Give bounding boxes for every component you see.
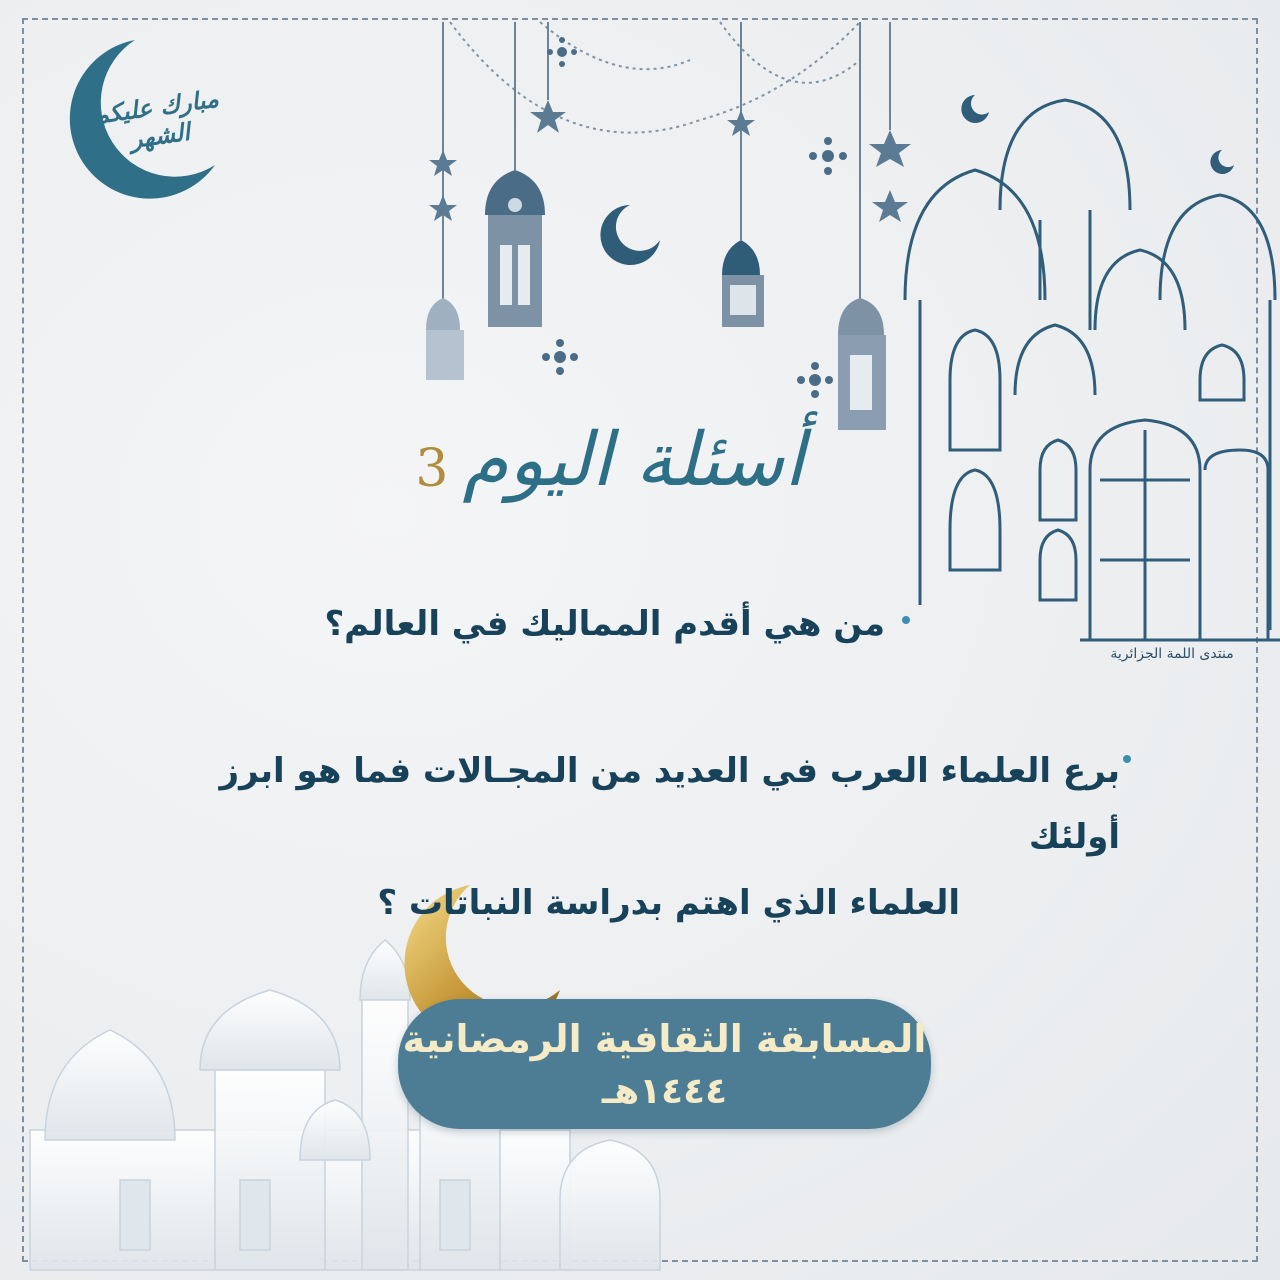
crescent-icon	[600, 205, 660, 265]
mosque-crescent-icon	[961, 95, 1234, 174]
logo-greeting: مبارك عليكم الشهر	[91, 83, 221, 154]
mosque-drawing-icon	[905, 100, 1280, 640]
credit-text: منتدى اللمة الجزائرية	[1110, 646, 1234, 662]
lantern-icon	[838, 298, 886, 430]
flower-ornament-icon	[542, 37, 847, 398]
page-title	[380, 395, 840, 525]
garland-icon	[450, 22, 860, 133]
lantern-icon	[722, 240, 764, 327]
competition-badge	[398, 999, 931, 1129]
title-text: أسئلة اليوم	[462, 417, 805, 503]
question-1	[185, 600, 885, 648]
question-2-line-2: العلماء الذي اهتم بدراسة النباتات ؟	[377, 883, 960, 923]
question-2	[120, 738, 1120, 936]
question-1-text: من هي أقدم المماليك في العالم؟	[324, 604, 885, 644]
badge-title: المسابقة الثقافية الرمضانية	[402, 1017, 927, 1061]
question-2-line-1: برع العلماء العرب في العديد من المجـالات فما هو ابرز أولئك	[219, 751, 1120, 857]
lantern-icon	[485, 170, 545, 327]
lantern-icon	[426, 298, 464, 380]
badge-year: ١٤٤٤هـ	[601, 1071, 728, 1112]
title-number: 3	[415, 439, 449, 499]
